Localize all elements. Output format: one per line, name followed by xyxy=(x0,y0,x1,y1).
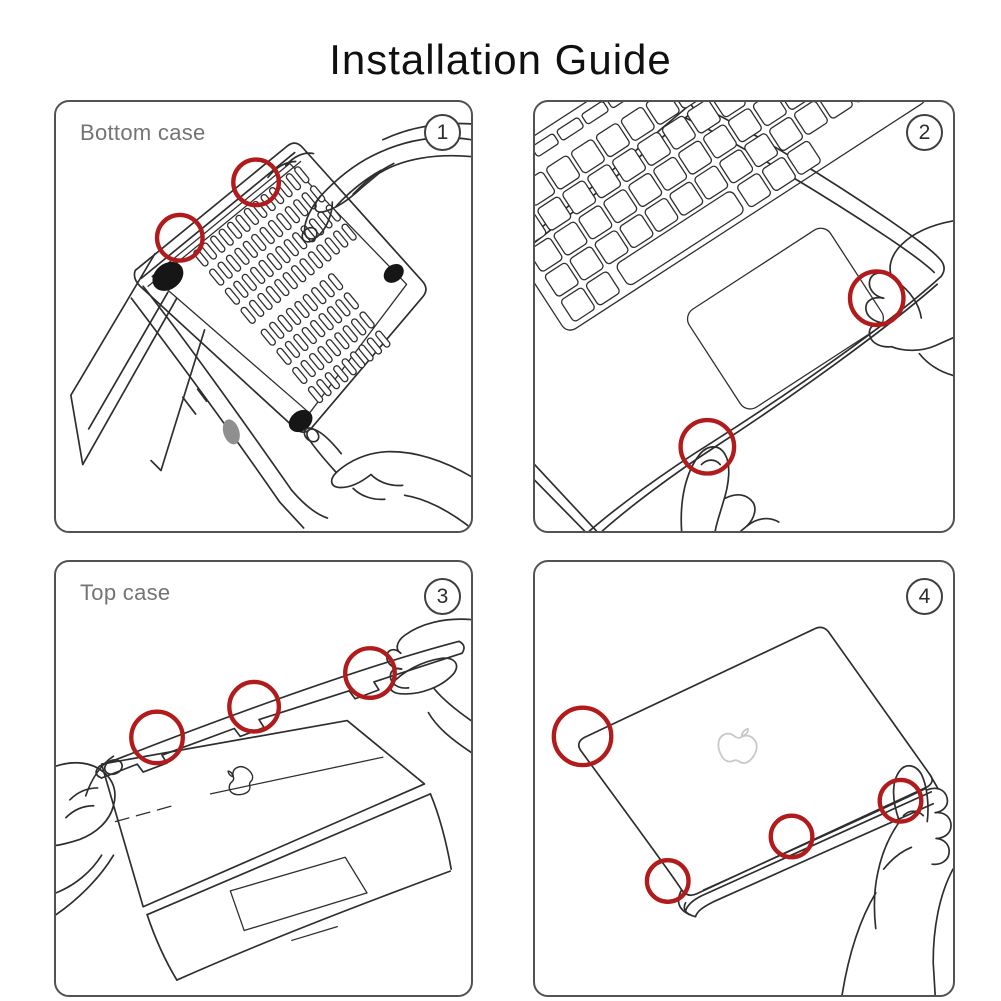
clip-highlight xyxy=(229,682,279,732)
hand-pressing-bottom xyxy=(302,425,471,528)
apple-logo-faint xyxy=(717,726,759,764)
panel-step-4 xyxy=(533,560,955,997)
vent-grid-upper xyxy=(193,166,358,325)
panel-step-1 xyxy=(54,100,473,533)
hand-holding-right xyxy=(387,619,471,752)
laptop-lid-surface xyxy=(102,721,425,907)
vent-grid-lower xyxy=(260,273,391,404)
keyboard-deck-illustration xyxy=(535,102,953,531)
clip-highlight xyxy=(647,860,689,902)
panel-label-bottom-case: Bottom case xyxy=(80,120,206,145)
panel-label-top-case: Top case xyxy=(80,580,171,605)
apple-logo xyxy=(223,764,255,798)
step-badge-2: 2 xyxy=(906,114,943,151)
keyboard-area xyxy=(535,102,953,472)
clip-highlight xyxy=(681,420,734,473)
step-badge-4: 4 xyxy=(906,578,943,615)
panel-step-2 xyxy=(533,100,955,533)
hand-gripping-right-edge xyxy=(866,221,953,376)
step-badge-1: 1 xyxy=(424,114,461,151)
closed-laptop-illustration xyxy=(535,562,953,995)
hand-holding-left xyxy=(56,756,124,914)
clip-highlight xyxy=(554,708,611,765)
step-badge-3: 3 xyxy=(424,578,461,615)
panel-step-3 xyxy=(54,560,473,997)
keyboard-deck xyxy=(147,794,451,980)
laptop-lid-edge xyxy=(71,254,205,471)
page-title: Installation Guide xyxy=(329,36,672,84)
bottom-case-illustration xyxy=(56,102,471,531)
closed-laptop-outline xyxy=(579,627,938,916)
top-case-illustration xyxy=(56,562,471,995)
